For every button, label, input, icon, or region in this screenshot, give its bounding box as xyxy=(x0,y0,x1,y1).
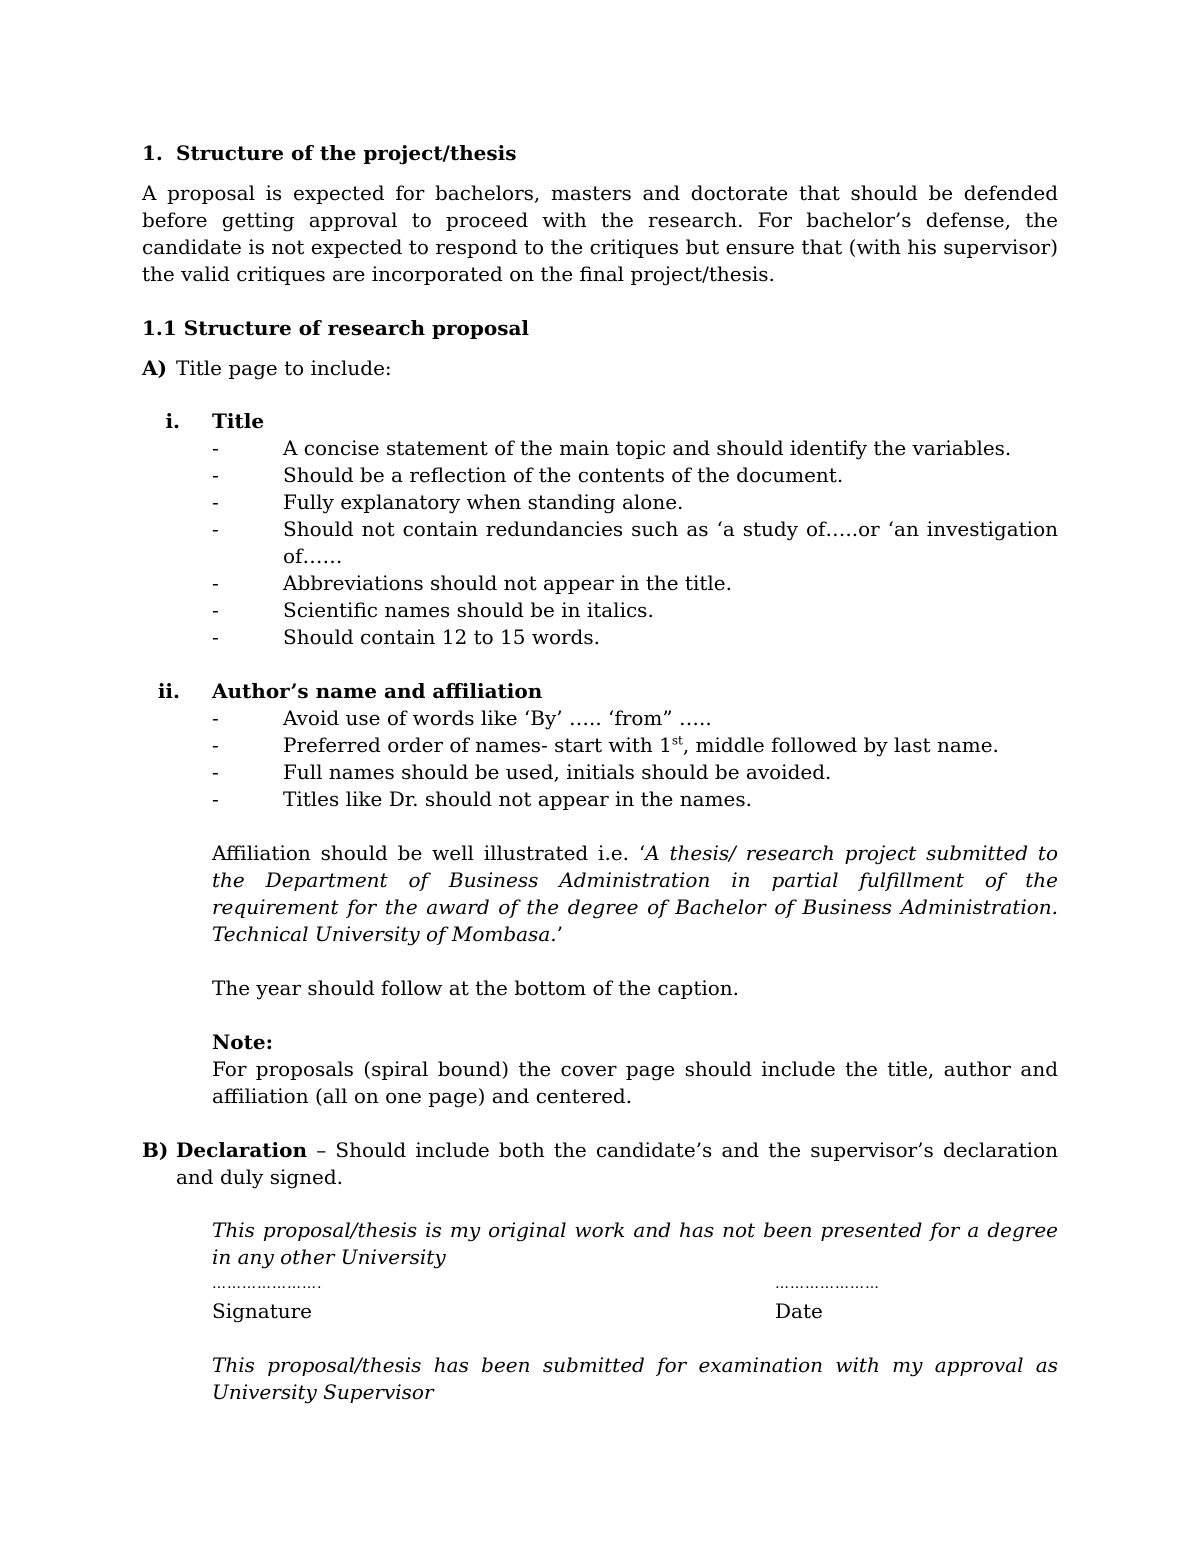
candidate-statement: This proposal/thesis is my original work and has not been presented for a degree in any other University xyxy=(212,1218,1058,1269)
spacer xyxy=(142,948,1058,975)
declaration-text: – Should include both the candidate’s and the supervisor’s declaration and duly signed. xyxy=(176,1138,1058,1189)
a-label: A) xyxy=(142,356,167,380)
list-item: - Avoid use of words like ‘By’ ….. ‘from” ….. xyxy=(212,705,1058,732)
title-page-line xyxy=(142,355,1058,382)
list-item: - Fully explanatory when standing alone. xyxy=(212,489,1058,516)
list-item: - Should be a reflection of the contents of the document. xyxy=(212,462,1058,489)
note-title: Note: xyxy=(212,1030,273,1054)
list-item: - A concise statement of the main topic and should identify the variables. xyxy=(212,435,1058,462)
title-subheading xyxy=(142,408,1058,435)
author-bullet-list xyxy=(142,705,1058,813)
spacer xyxy=(142,1002,1058,1029)
list-item: - Titles like Dr. should not appear in the names. xyxy=(212,786,1058,813)
year-note: The year should follow at the bottom of the caption. xyxy=(212,976,740,1000)
section-1-heading xyxy=(142,140,1058,167)
list-item: - Should not contain redundancies such as ‘a study of…..or ‘an investigation of…… xyxy=(212,516,1058,570)
author-subheading xyxy=(142,678,1058,705)
section-1-number: 1. xyxy=(142,141,163,165)
title-subheading-text: Title xyxy=(212,409,265,433)
list-item: - Full names should be used, initials should be avoided. xyxy=(212,759,1058,786)
roman-ii: ii. xyxy=(157,679,180,703)
document-page xyxy=(142,140,1058,1406)
date-line: ………………… xyxy=(775,1276,880,1292)
section-1-title: Structure of the project/thesis xyxy=(176,141,517,165)
list-item: - Scientific names should be in italics. xyxy=(212,597,1058,624)
author-subheading-text: Author’s name and affiliation xyxy=(212,679,543,703)
spacer xyxy=(142,1110,1058,1137)
list-item: - Abbreviations should not appear in the title. xyxy=(212,570,1058,597)
affiliation-paragraph: Affiliation should be well illustrated i.e. ‘A thesis/ research project submitted to the Department of Business Administration in partial fulfillment of the requirement for the award of the degree of Bachelor of Business Administration. Technical University of Mombasa.’ xyxy=(212,841,1058,946)
signature-line: …………………. xyxy=(212,1276,323,1292)
spacer xyxy=(142,651,1058,678)
signature-labels-row xyxy=(212,1298,1058,1325)
declaration-heading: Declaration xyxy=(176,1138,308,1162)
signature-dots-row xyxy=(212,1271,1058,1298)
signature-label: Signature xyxy=(212,1299,313,1323)
declaration-line xyxy=(142,1137,1058,1191)
a-text: Title page to include: xyxy=(176,356,392,380)
section-1-1-heading: 1.1 Structure of research proposal xyxy=(142,316,530,340)
spacer xyxy=(142,1191,1058,1217)
list-item: - Preferred order of names- start with 1st, middle followed by last name. xyxy=(212,732,1058,759)
list-item: - Should contain 12 to 15 words. xyxy=(212,624,1058,651)
spacer xyxy=(142,813,1058,840)
title-bullet-list xyxy=(142,435,1058,651)
note-text: For proposals (spiral bound) the cover page should include the title, author and affiliation (all on one page) and centered. xyxy=(212,1057,1058,1108)
date-label: Date xyxy=(775,1299,823,1323)
b-label: B) xyxy=(142,1138,169,1162)
affiliation-example: A thesis/ research project submitted to the Department of Business Administration in partial fulfillment of the requirement for the award of the degree of Bachelor of Business Administration. Technical University of Mombasa. xyxy=(212,841,1058,946)
supervisor-statement: This proposal/thesis has been submitted for examination with my approval as University Supervisor xyxy=(212,1353,1058,1404)
section-1-paragraph: A proposal is expected for bachelors, masters and doctorate that should be defended before getting approval to proceed with the research. For bachelor’s defense, the candidate is not expected to respond to the critiques but ensure that (with his supervisor) the valid critiques are incorporated on the final project/thesis. xyxy=(142,181,1058,286)
spacer xyxy=(142,1325,1058,1352)
roman-i: i. xyxy=(165,409,180,433)
